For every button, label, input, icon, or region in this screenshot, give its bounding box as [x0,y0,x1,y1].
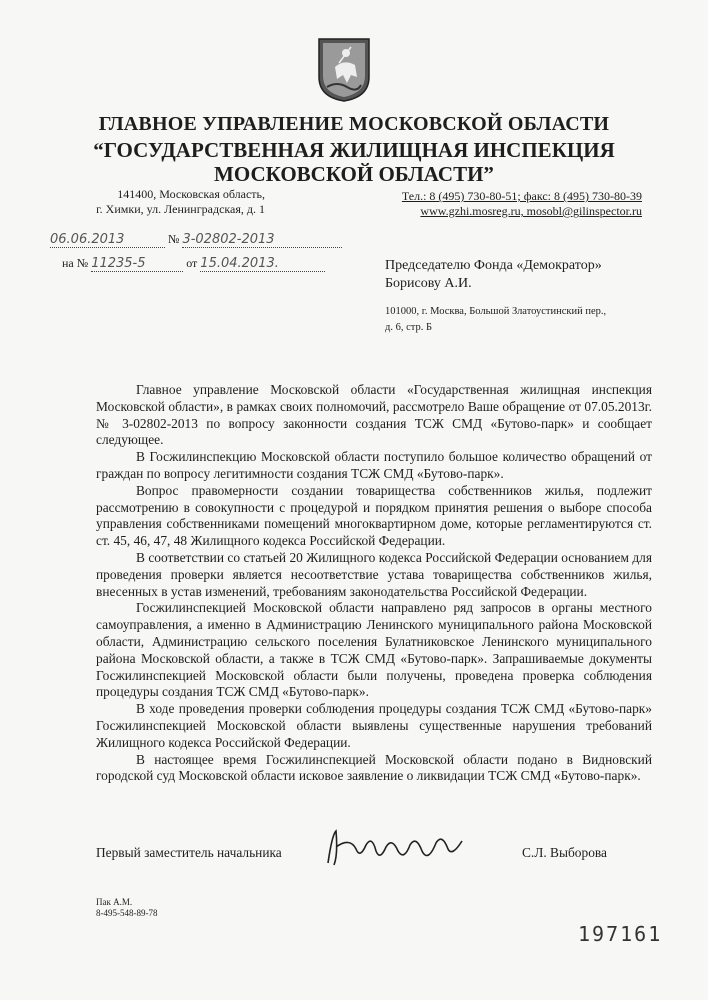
sender-address-line1: 141400, Московская область, [117,187,265,201]
outgoing-date: 06.06.2013 [50,232,165,248]
executor-name: Пак А.М. [96,897,133,907]
number-label: № [168,232,180,246]
body-paragraph: В настоящее время Госжилинспекцией Московской области подано в Видновский городской суд Московской области исковое заявление о ликвидации ТСЖ СМД «Бутово-парк». [96,751,652,784]
org-name-line1: ГЛАВНОЕ УПРАВЛЕНИЕ МОСКОВСКОЙ ОБЛАСТИ [98,113,610,135]
phone-fax-line: Тел.: 8 (495) 730-80-51; факс: 8 (495) 730-80-39 [401,189,642,203]
org-name-line2: “ГОСУДАРСТВЕННАЯ ЖИЛИЩНАЯ ИНСПЕКЦИЯ [93,138,615,162]
coat-of-arms-emblem [317,37,371,103]
org-name-line3: МОСКОВСКОЙ ОБЛАСТИ” [214,162,494,186]
recipient-block [385,257,602,293]
handwritten-signature [320,825,470,870]
executor-phone: 8-495-548-89-78 [96,908,158,918]
signatory-name: С.Л. Выборова [522,845,607,860]
body-paragraph: Госжилинспекцией Московской области направлено ряд запросов в органы местного самоуправления, а именно в Администрацию Ленинского муниципального района Московской области, Администрацию сельского поселения Булатниковское Ленинского муниципального района Московской области, а также в ТСЖ СМД «Бутово-парк». Запрашиваемые документы Госжилинспекцией Московской области были получены, проведена проверка соблюдения процедуры создания ТСЖ СМД «Бутово-парк». [96,600,652,700]
sender-address-line2: г. Химки, ул. Ленинградская, д. 1 [96,202,265,216]
document-serial-number: 197161 [578,922,663,946]
reference-prefix: на № [62,256,89,270]
body-paragraph: В соответствии со статьей 20 Жилищного кодекса Российской Федерации основанием для проведения проверки является несоответствие устава товарищества собственников жилья, внесенных в устав изменений, требованиям законодательства Российской Федерации. [96,549,652,599]
recipient-line2: Борисову А.И. [385,276,472,291]
reference-number: 11235-5 [91,256,183,272]
reference-date: 15.04.2013. [200,256,325,272]
sender-address [80,187,265,217]
signatory-title: Первый заместитель начальника [96,845,282,860]
recipient-address [385,304,650,336]
body-paragraph: Главное управление Московской области «Государственная жилищная инспекция Московской области», в рамках своих полномочий, рассмотрело Ваше обращение от 07.05.2013г. № 3-02802-2013 по вопросу законности создания ТСЖ СМД «Бутово-парк» и сообщает следующее. [96,382,652,448]
recipient-address-line2: д. 6, стр. Б [385,322,432,333]
reference-from-label: от [186,256,198,270]
body-paragraph: Вопрос правомерности создании товарищества собственников жилья, подлежит рассмотрению в совокупности с процедурой и порядком принятия решения о выборе способа управления собственниками помещений многоквартирном доме, которые регламентируются ст. ст. 45, 46, 47, 48 Жилищного кодекса Российской Федерации. [96,482,652,549]
body-paragraph: В ходе проведения проверки соблюдения процедуры создания ТСЖ СМД «Бутово-парк» Госжилинспекцией Московской области выявлены существенные нарушения требований Жилищного кодекса Российской Федерации. [96,701,652,750]
reference-registration [62,256,325,272]
recipient-address-line1: 101000, г. Москва, Большой Златоустинский пер., [385,306,607,317]
outgoing-registration [50,232,342,248]
letter-body [96,382,652,785]
web-email-line: www.gzhi.mosreg.ru, mosobl@gilinspector.ru [420,204,642,218]
outgoing-number: 3-02802-2013 [182,232,342,248]
body-paragraph: В Госжилинспекцию Московской области поступило большое количество обращений от граждан по вопросу легитимности создания ТСЖ СМД «Бутово-парк». [96,449,652,481]
sender-contacts [402,189,642,219]
recipient-line1: Председателю Фонда «Демократор» [385,258,602,273]
executor-block [96,897,158,919]
